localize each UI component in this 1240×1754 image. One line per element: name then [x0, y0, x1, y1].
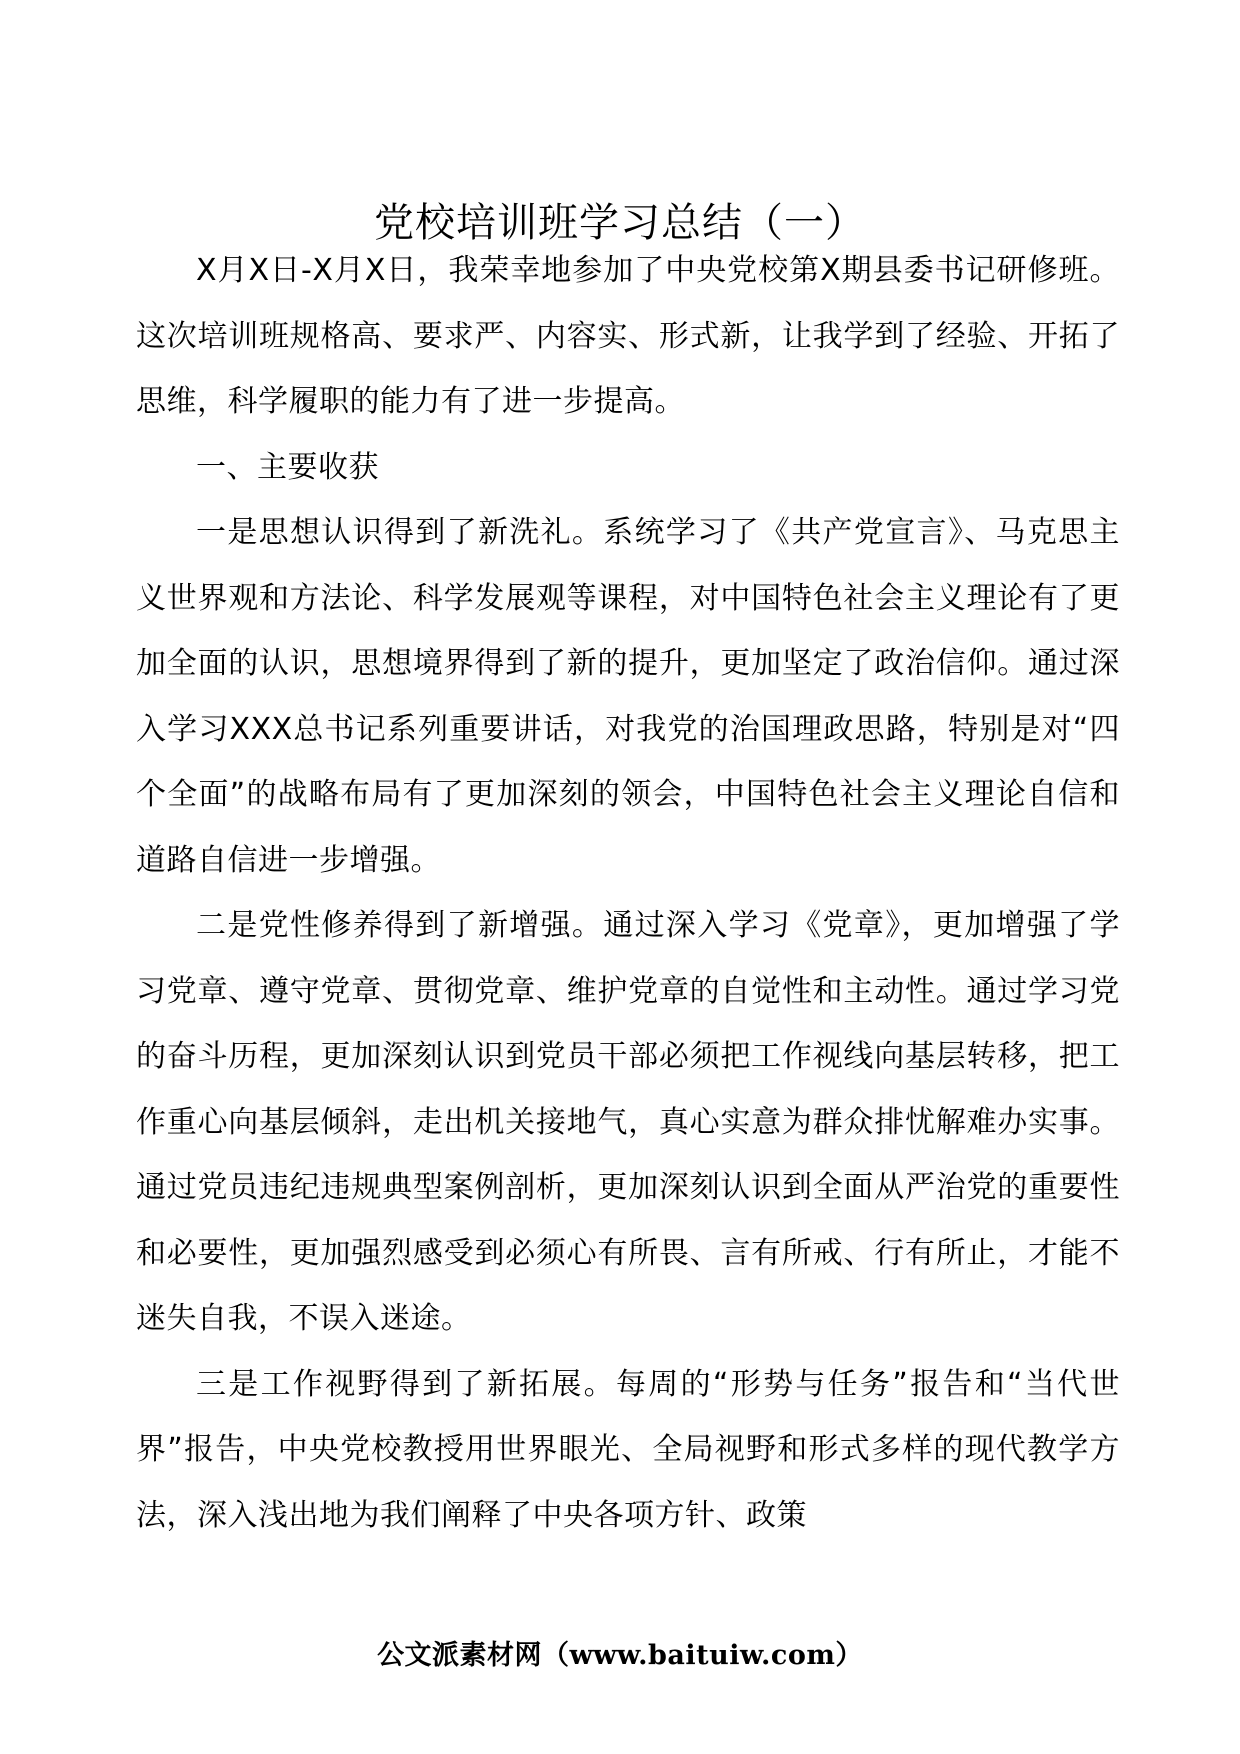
gain-paragraph-2: 二是党性修养得到了新增强。通过深入学习《党章》，更加增强了学习党章、遵守党章、贯彻党章、维护党章的自觉性和主动性。通过学习党的奋斗历程，更加深刻认识到党员干部必须把工作视线向基层转移，把工作重心向基层倾斜，走出机关接地气，真心实意为群众排忧解难办实事。通过党员违纪违规典型案例剖析，更加深刻认识到全面从严治党的重要性和必要性，更加强烈感受到必须心有所畏、言有所戒、行有所止，才能不迷失自我，不误入迷途。 — [136, 908, 1120, 1336]
document-title: 党校培训班学习总结（一） — [374, 200, 866, 246]
gain-paragraph-1: 一是思想认识得到了新洗礼。系统学习了《共产党宣言》、马克思主义世界观和方法论、科学发展观等课程，对中国特色社会主义理论有了更加全面的认识，思想境界得到了新的提升，更加坚定了政治信仰。通过深入学习XXX总书记系列重要讲话，对我党的治国理政思路，特别是对“四个全面”的战略布局有了更加深刻的领会，中国特色社会主义理论自信和道路自信进一步增强。 — [136, 515, 1120, 878]
intro-paragraph: X月X日-X月X日，我荣幸地参加了中央党校第X期县委书记研修班。这次培训班规格高、要求严、内容实、形式新，让我学到了经验、开拓了思维，科学履职的能力有了进一步提高。 — [136, 253, 1120, 419]
footer-watermark: 公文派素材网（www.baituiw.com） — [377, 1640, 863, 1671]
gain-paragraph-3: 三是工作视野得到了新拓展。每周的“形势与任务”报告和“当代世界”报告，中央党校教授用世界眼光、全局视野和形式多样的现代教学方法，深入浅出地为我们阐释了中央各项方针、政策 — [136, 1366, 1120, 1533]
document-body — [136, 238, 1120, 1548]
section-heading: 一、主要收获 — [196, 449, 379, 485]
